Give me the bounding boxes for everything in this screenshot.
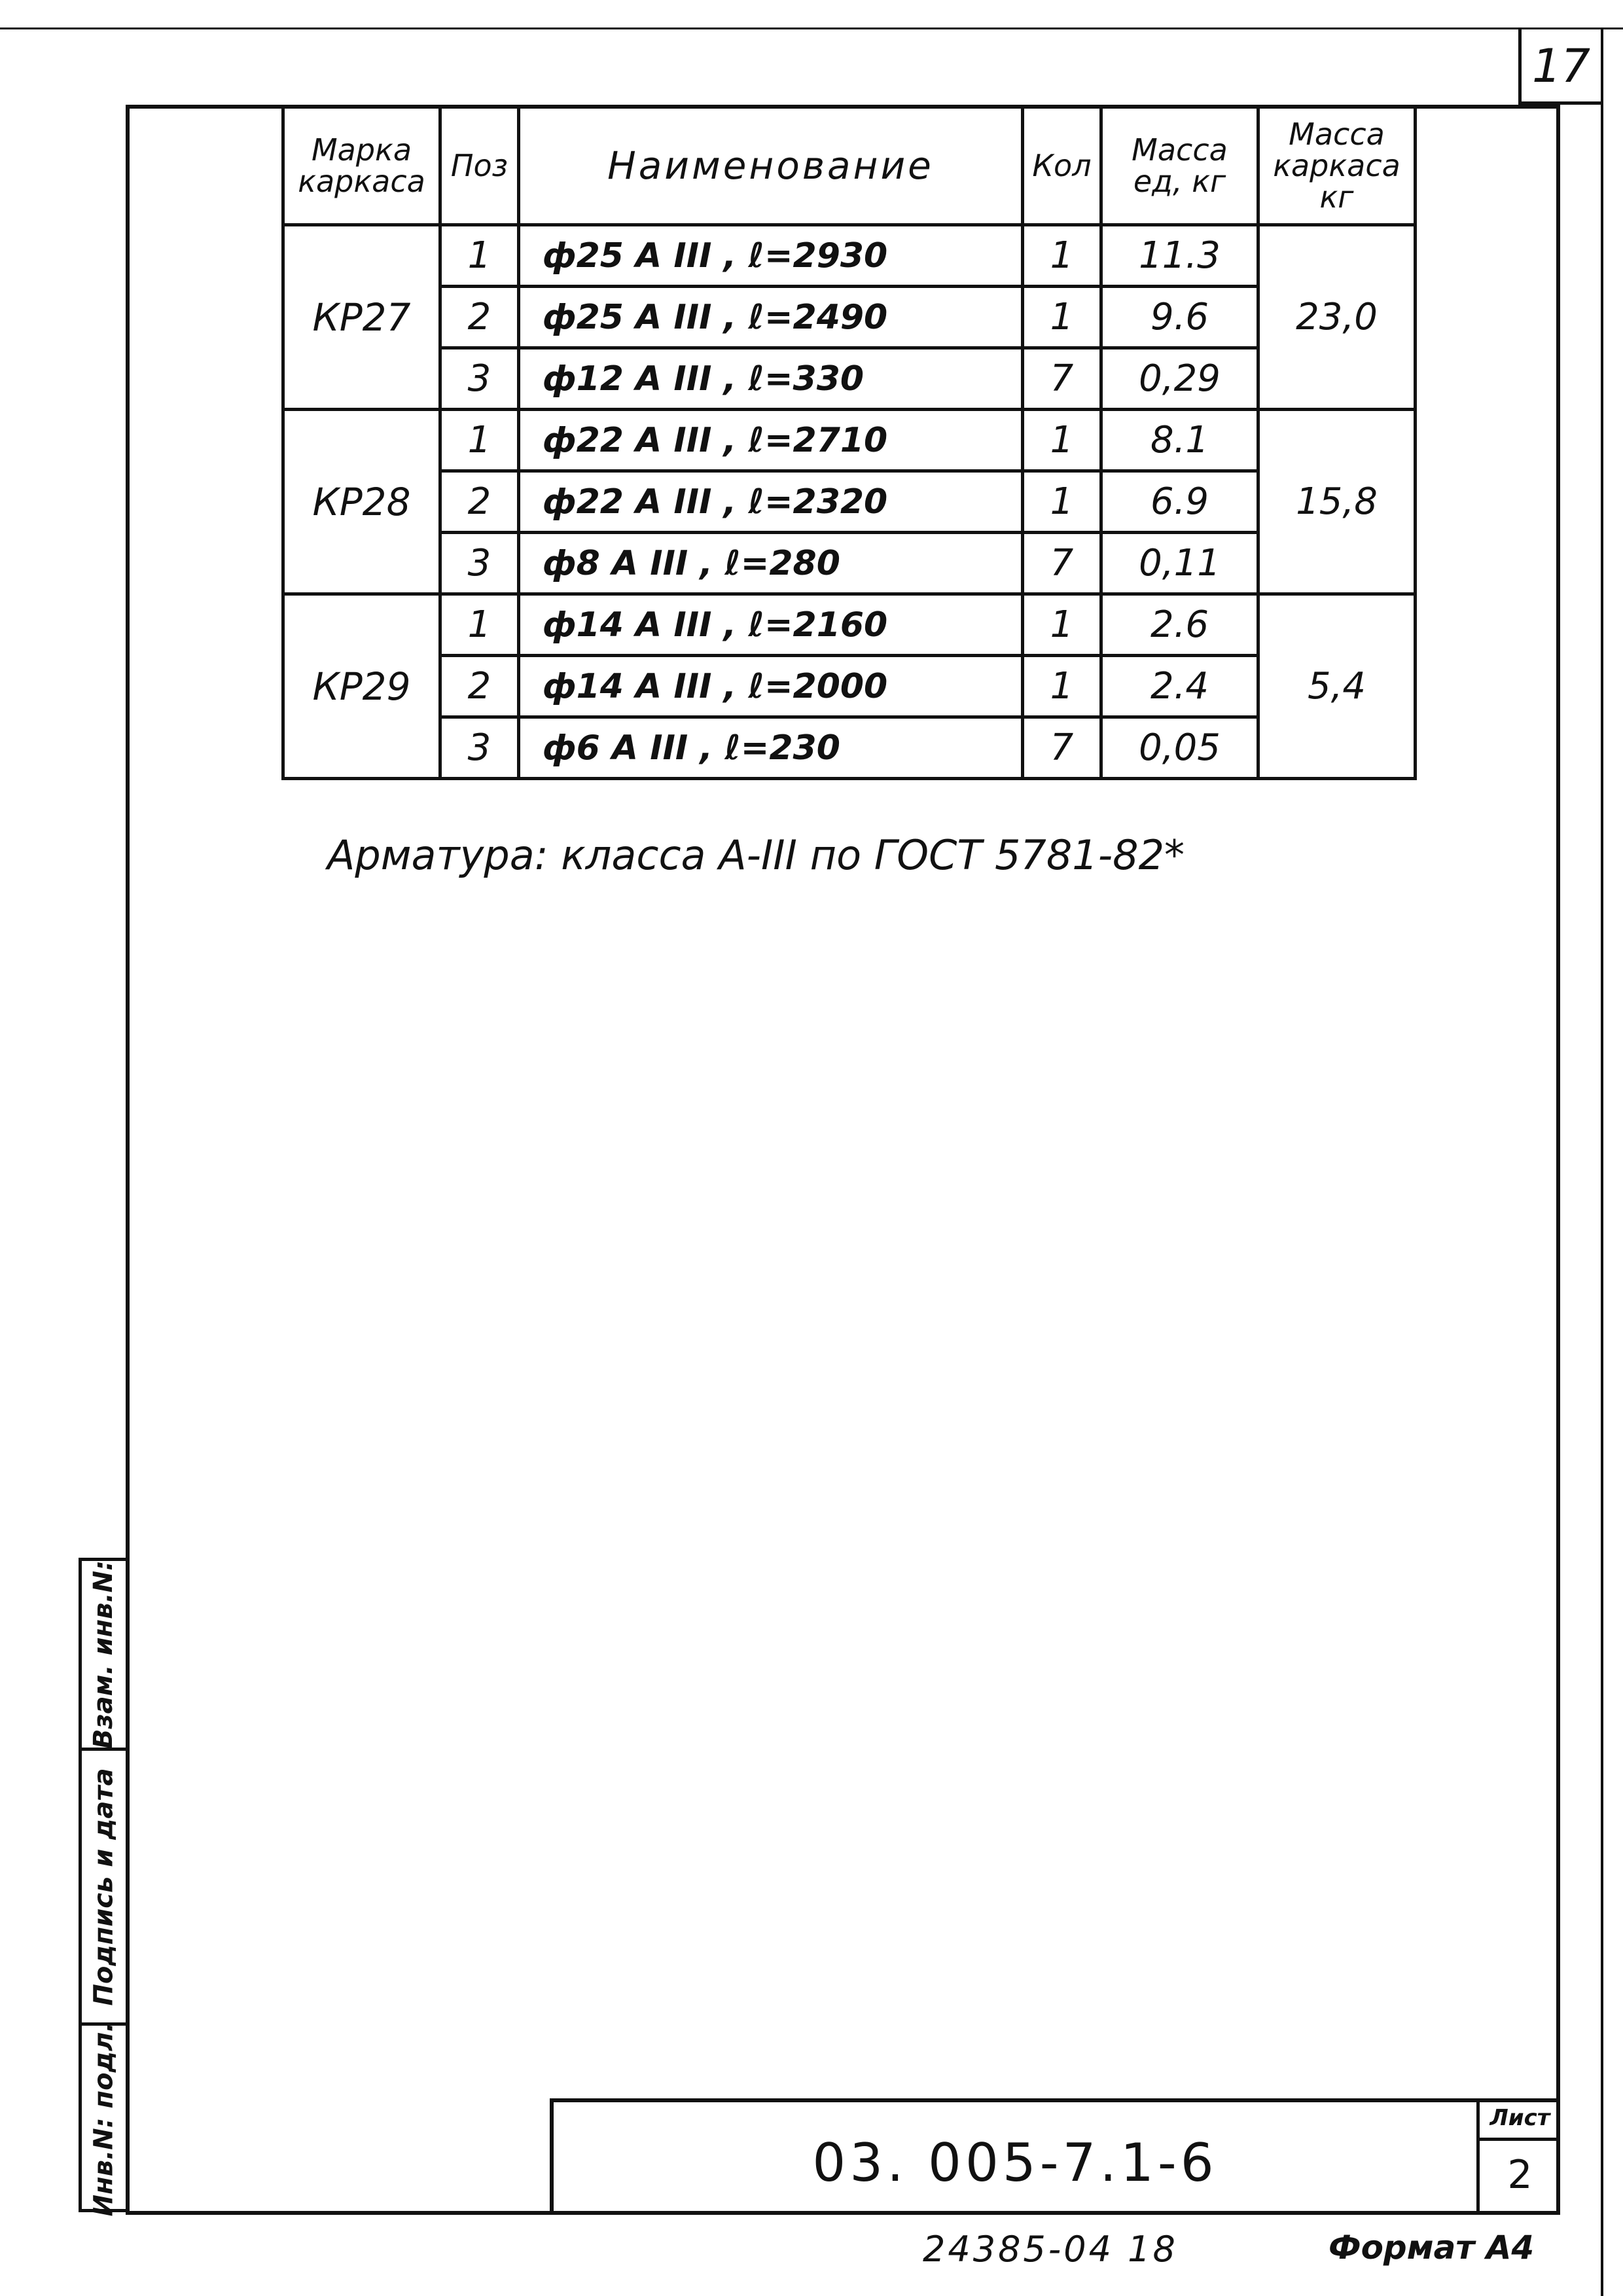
document-code: 03. 005-7.1-6	[812, 2132, 1218, 2193]
right-edge-rule	[1601, 27, 1603, 2296]
side-stamp-replace-inv-cell	[82, 1561, 126, 1751]
top-rule	[0, 27, 1623, 29]
table-header-row	[283, 107, 1416, 225]
header-mark: Марка каркаса	[283, 107, 440, 225]
unit-mass-cell: 0,11	[1101, 533, 1258, 594]
sheet-value: 2	[1507, 2152, 1533, 2198]
unit-mass-cell: 8.1	[1101, 410, 1258, 471]
frame-mass-cell: 23,0	[1258, 225, 1416, 410]
name-cell: ф22 А III , ℓ=2710	[519, 410, 1023, 471]
table-row	[283, 717, 1416, 779]
header-unit-mass: Масса ед, кг	[1101, 107, 1258, 225]
name-cell: ф12 А III , ℓ=330	[519, 348, 1023, 410]
pos-cell: 3	[440, 533, 519, 594]
title-block	[550, 2098, 1560, 2215]
side-stamp	[79, 1558, 126, 2216]
name-cell: ф22 А III , ℓ=2320	[519, 471, 1023, 533]
qty-cell: 1	[1023, 287, 1101, 348]
pos-cell: 1	[440, 594, 519, 656]
pos-cell: 3	[440, 717, 519, 779]
qty-cell: 7	[1023, 717, 1101, 779]
side-stamp-sign-date-cell	[82, 1751, 126, 2026]
table-row	[283, 410, 1416, 471]
qty-cell: 7	[1023, 533, 1101, 594]
sheet-number: 17	[1531, 39, 1591, 93]
unit-mass-cell: 11.3	[1101, 225, 1258, 287]
pos-cell: 2	[440, 287, 519, 348]
table-row	[283, 594, 1416, 656]
qty-cell: 1	[1023, 471, 1101, 533]
sheet-number-box	[1518, 27, 1601, 105]
copy-number: 24385-04 18	[923, 2229, 1178, 2270]
table-row	[283, 287, 1416, 348]
pos-cell: 1	[440, 410, 519, 471]
unit-mass-cell: 9.6	[1101, 287, 1258, 348]
side-stamp-replace-inv: Взам. инв.N:	[88, 1560, 119, 1749]
unit-mass-cell: 0,29	[1101, 348, 1258, 410]
frame-mark: КР27	[283, 225, 440, 410]
pos-cell: 1	[440, 225, 519, 287]
pos-cell: 3	[440, 348, 519, 410]
header-pos: Поз	[440, 107, 519, 225]
sheet-label: Лист	[1480, 2105, 1560, 2141]
header-qty: Кол	[1023, 107, 1101, 225]
table-row	[283, 471, 1416, 533]
qty-cell: 1	[1023, 225, 1101, 287]
name-cell: ф25 А III , ℓ=2930	[519, 225, 1023, 287]
reinforcement-note: Арматура: класса А-III по ГОСТ 5781-82*	[327, 831, 1185, 879]
table-row	[283, 225, 1416, 287]
unit-mass-cell: 2.6	[1101, 594, 1258, 656]
side-stamp-inv-orig: Инв.N: подл.	[88, 2022, 119, 2216]
frame-mark: КР28	[283, 410, 440, 594]
side-stamp-sign-date: Подпись и дата	[88, 1767, 119, 2006]
name-cell: ф14 А III , ℓ=2160	[519, 594, 1023, 656]
name-cell: ф8 А III , ℓ=280	[519, 533, 1023, 594]
name-cell: ф14 А III , ℓ=2000	[519, 656, 1023, 717]
frame-mark: КР29	[283, 594, 440, 779]
header-name: Наименование	[519, 107, 1023, 225]
name-cell: ф6 А III , ℓ=230	[519, 717, 1023, 779]
spec-table	[281, 105, 1417, 780]
qty-cell: 7	[1023, 348, 1101, 410]
pos-cell: 2	[440, 471, 519, 533]
frame-mass-cell: 5,4	[1258, 594, 1416, 779]
unit-mass-cell: 2.4	[1101, 656, 1258, 717]
format-label: Формат А4	[1329, 2229, 1535, 2267]
side-stamp-inner-rule	[79, 1558, 82, 2212]
unit-mass-cell: 0,05	[1101, 717, 1258, 779]
qty-cell: 1	[1023, 410, 1101, 471]
pos-cell: 2	[440, 656, 519, 717]
sheet-cell	[1476, 2102, 1560, 2215]
qty-cell: 1	[1023, 594, 1101, 656]
table-row	[283, 533, 1416, 594]
frame-mass-cell: 15,8	[1258, 410, 1416, 594]
side-stamp-inv-orig-cell	[82, 2022, 126, 2216]
qty-cell: 1	[1023, 656, 1101, 717]
header-frame-mass: Масса каркаса кг	[1258, 107, 1416, 225]
unit-mass-cell: 6.9	[1101, 471, 1258, 533]
name-cell: ф25 А III , ℓ=2490	[519, 287, 1023, 348]
table-row	[283, 348, 1416, 410]
table-row	[283, 656, 1416, 717]
